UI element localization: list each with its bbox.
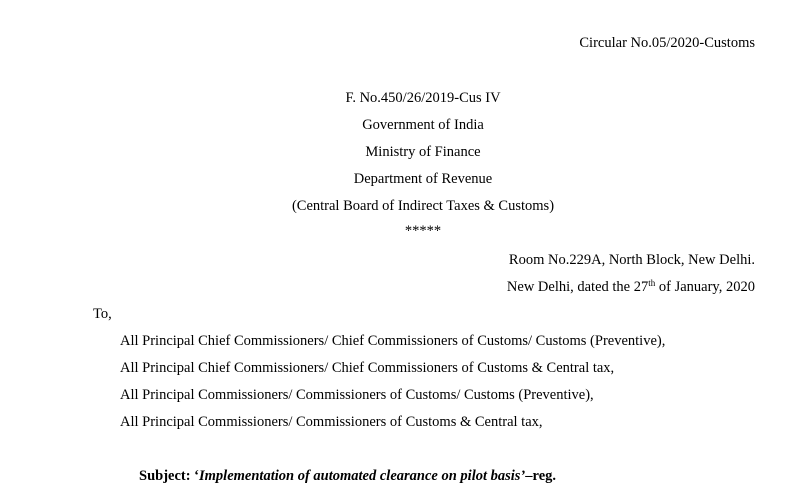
board-name: (Central Board of Indirect Taxes & Customs) <box>291 198 555 214</box>
ministry-name: Ministry of Finance <box>365 144 481 160</box>
recipient-line: All Principal Chief Commissioners/ Chief Commissioners of Customs & Central tax, <box>120 360 615 376</box>
issue-date <box>507 278 755 296</box>
department-name: Department of Revenue <box>353 171 493 187</box>
subject-title: Implementation of automated clearance on pilot basis’ <box>199 468 526 484</box>
circular-number: Circular No.05/2020-Customs <box>579 35 755 51</box>
subject-label: Subject: ‘ <box>139 468 200 484</box>
to-label: To, <box>93 306 112 322</box>
government-name: Government of India <box>362 117 484 133</box>
issue-date-ordinal: th <box>648 278 656 288</box>
recipient-line: All Principal Commissioners/ Commissioners of Customs & Central tax, <box>120 414 543 430</box>
subject-suffix: –reg. <box>525 468 557 484</box>
file-number: F. No.450/26/2019-Cus IV <box>345 90 501 106</box>
issue-date-prefix: New Delhi, dated the 27 <box>506 279 649 295</box>
recipient-line: All Principal Chief Commissioners/ Chief Commissioners of Customs/ Customs (Preventive), <box>120 333 666 349</box>
office-address: Room No.229A, North Block, New Delhi. <box>508 252 755 268</box>
issue-date-suffix: of January, 2020 <box>655 279 755 295</box>
subject-line <box>139 467 556 485</box>
recipient-line: All Principal Commissioners/ Commissioners of Customs/ Customs (Preventive), <box>120 387 594 403</box>
separator-stars: ***** <box>404 223 442 239</box>
